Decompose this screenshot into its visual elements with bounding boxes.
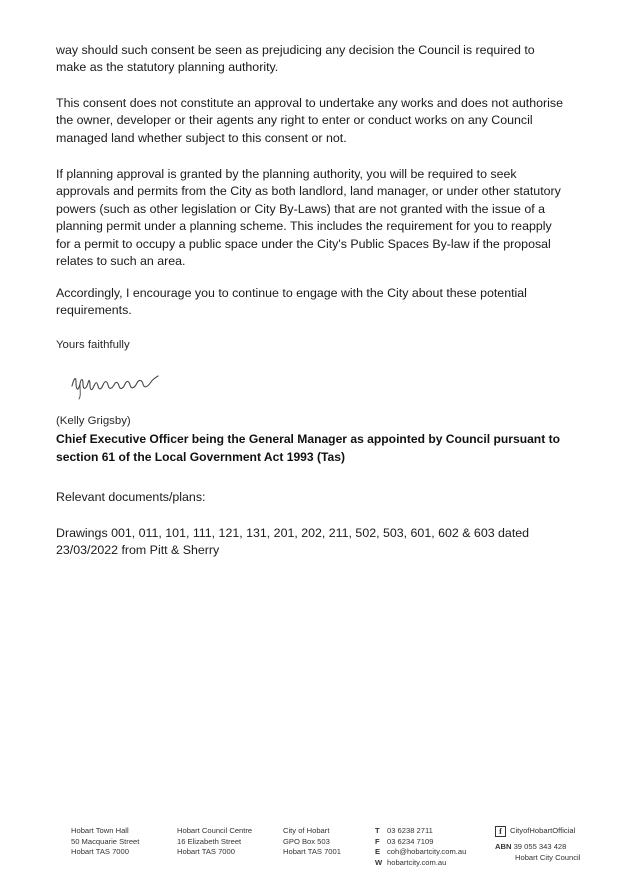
paragraph-engage: Accordingly, I encourage you to continue to engage with the City about these potential requirements. [56,286,527,318]
footer-town-hall-address: Hobart Town Hall 50 Macquarie Street Hobart TAS 7000 [71,826,140,857]
footer-social-abn [495,826,580,863]
relevant-documents-heading: Relevant documents/plans: [56,490,206,504]
paragraph-no-approval: This consent does not constitute an approval to undertake any works and does not authorise the owner, developer or their agents any right to enter or conduct works on any Council managed land whether subject to this consent or not. [56,96,563,145]
paragraph-consent-prejudice: way should such consent be seen as prejudicing any decision the Council is required to make as the statutory planning authority. [56,43,535,75]
footer [0,826,622,876]
signatory-title: Chief Executive Officer being the General Manager as appointed by Council pursuant to section 61 of the Local Government Act 1993 (Tas) [56,432,560,464]
facebook-icon: f [495,826,506,837]
footer-entity-name: Hobart City Council [515,852,581,862]
footer-council-centre-address: Hobart Council Centre 16 Elizabeth Street Hobart TAS 7000 [177,826,253,857]
footer-email[interactable]: E coh@hobartcity.com.au [375,847,467,857]
footer-phone: T 03 6238 2711 [375,826,433,835]
footer-website[interactable]: W hobartcity.com.au [375,857,447,867]
footer-facebook[interactable]: f CityofHobartOfficial [495,826,580,837]
signatory-name: (Kelly Grigsby) [56,415,131,427]
relevant-documents-list: Drawings 001, 011, 101, 111, 121, 131, 201, 202, 211, 502, 503, 601, 602 & 603 dated 23/03/2022 from Pitt & Sherry [56,526,530,558]
footer-postal-address: City of Hobart GPO Box 503 Hobart TAS 7001 [283,826,341,857]
footer-abn: ABN 39 055 343 428 [495,842,567,851]
footer-fax: F 03 6234 7109 [375,836,434,846]
signature [68,366,168,406]
paragraph-planning-approval: If planning approval is granted by the planning authority, you will be required to seek approvals and permits from the City as both landlord, land manager, or under other statutory powers (such as other legislation or City By-Laws) that are not granted with the issue of a planning permit under a planning scheme. This includes the requirement for you to reapply for a permit to occupy a public space under the City's Public Spaces By-law if the proposal relates to such an area. [56,167,561,269]
footer-contact [375,826,466,868]
closing-salutation: Yours faithfully [56,339,130,351]
